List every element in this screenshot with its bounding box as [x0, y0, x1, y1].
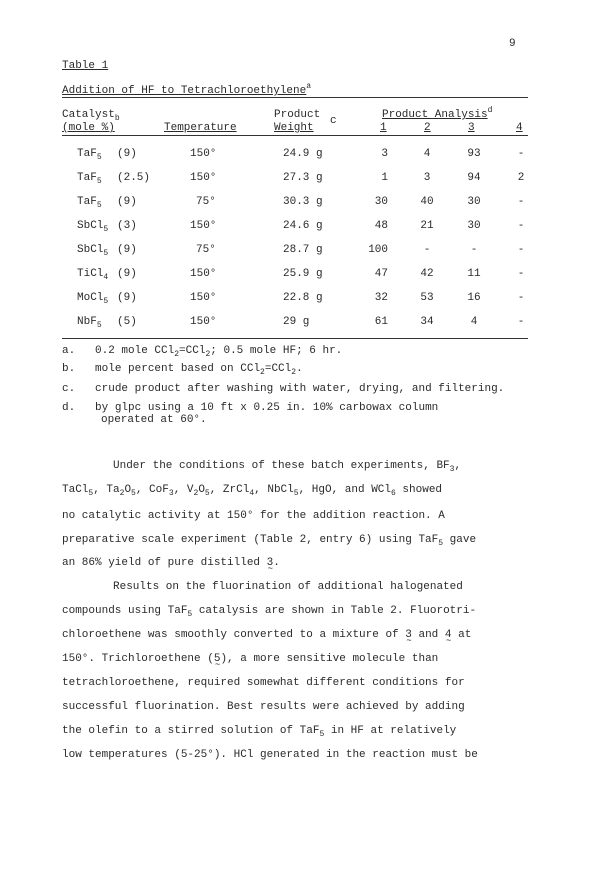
table-row: MoCl$_5$ (9) 150° 22.8 g 32 53 16 -	[77, 292, 525, 306]
paragraph-line: chloroethene was smoothly converted to a mixture of 3 ~ and 4 ~ at	[62, 629, 471, 642]
table-row: TiCl$_4$ (9) 150° 25.9 g 47 42 11 -	[77, 268, 525, 282]
paragraph-line: preparative scale experiment (Table 2, entry 6) using TaF$_5$ gave	[62, 534, 477, 548]
compound-ref-3: 3 ~	[267, 557, 274, 569]
compound-ref-3: 3 ~	[405, 629, 412, 641]
header-temperature: Temperature	[164, 122, 237, 134]
table-bottom-rule	[62, 338, 528, 339]
compound-ref-5: 5 ~	[214, 653, 221, 665]
header-col-3: 3	[468, 122, 475, 134]
compound-ref-4: 4 ~	[445, 629, 452, 641]
table-label: Table 1	[62, 60, 109, 72]
footnote-d: d. by glpc using a 10 ft x 0.25 in. 10% carbowax column	[62, 402, 439, 414]
paragraph-line: compounds using TaF$_5$ catalysis are shown in Table 2. Fluorotri-	[62, 605, 477, 619]
paragraph-line: the olefin to a stirred solution of TaF$_5$ in HF at relatively	[62, 725, 457, 739]
footnote-d-line2: operated at 60°.	[101, 414, 207, 426]
paragraph-line: TaCl$_5$, $Ta_2O_5$, CoF$_3$, $V_2O_5$, ZrCl$_4$, NbCl$_5$, HgO, and WCl$_6$ showed	[62, 484, 443, 498]
paragraph-line: Results on the fluorination of additional halogenated	[113, 581, 463, 593]
paragraph-line: 150°. Trichloroethene (5 ~), a more sensitive molecule than	[62, 653, 438, 666]
header-col-2: 2	[424, 122, 431, 134]
table-row: SbCl$_5$ (3) 150° 24.6 g 48 21 30 -	[77, 220, 525, 234]
paragraph-line: an 86% yield of pure distilled 3 ~.	[62, 557, 280, 570]
footnote-c: c. crude product after washing with water, drying, and filtering.	[62, 383, 505, 395]
header-catalyst: Catalyst$_b$	[62, 109, 120, 123]
table-header-rule	[62, 135, 528, 136]
table-row: NbF$_5$ (5) 150° 29 g 61 34 4 -	[77, 316, 525, 330]
page-number: 9	[509, 38, 516, 50]
header-col-1: 1	[380, 122, 387, 134]
footnote-b: b. mole percent based on CCl$_2$=CCl$_2$.	[62, 363, 303, 377]
table-top-rule	[62, 97, 528, 98]
table-row: TaF$_5$ (9) 150° 24.9 g 3 4 93 -	[77, 148, 525, 162]
paragraph-line: tetrachloroethene, required somewhat different conditions for	[62, 677, 465, 689]
header-weight: Weight	[274, 122, 314, 134]
paragraph-line: successful fluorination. Best results were achieved by adding	[62, 701, 465, 713]
table-title-text: Addition of HF to Tetrachloroethylene	[62, 85, 307, 97]
header-analysis: Product Analysis$^d$	[382, 106, 493, 121]
table-title-footnote: a	[306, 82, 312, 91]
table-row: TaF$_5$ (2.5) 150° 27.3 g 1 3 94 2	[77, 172, 525, 186]
table-row: SbCl$_5$ (9) 75° 28.7 g 100 - - -	[77, 244, 525, 258]
header-col-4: 4	[516, 122, 523, 134]
table-row: TaF$_5$ (9) 75° 30.3 g 30 40 30 -	[77, 196, 525, 210]
paragraph-line: no catalytic activity at 150° for the addition reaction. A	[62, 510, 445, 522]
paragraph-line: Under the conditions of these batch experiments, $BF_3$,	[113, 460, 462, 474]
header-product: Product	[274, 109, 321, 121]
header-mole-pct: (mole %)	[62, 122, 115, 134]
paragraph-line: low temperatures (5-25°). HCl generated in the reaction must be	[62, 749, 478, 761]
footnote-a: a. 0.2 mole CCl$_2$=CCl$_2$; 0.5 mole HF; 6 hr.	[62, 345, 343, 359]
header-weight-footnote: c	[330, 115, 337, 127]
